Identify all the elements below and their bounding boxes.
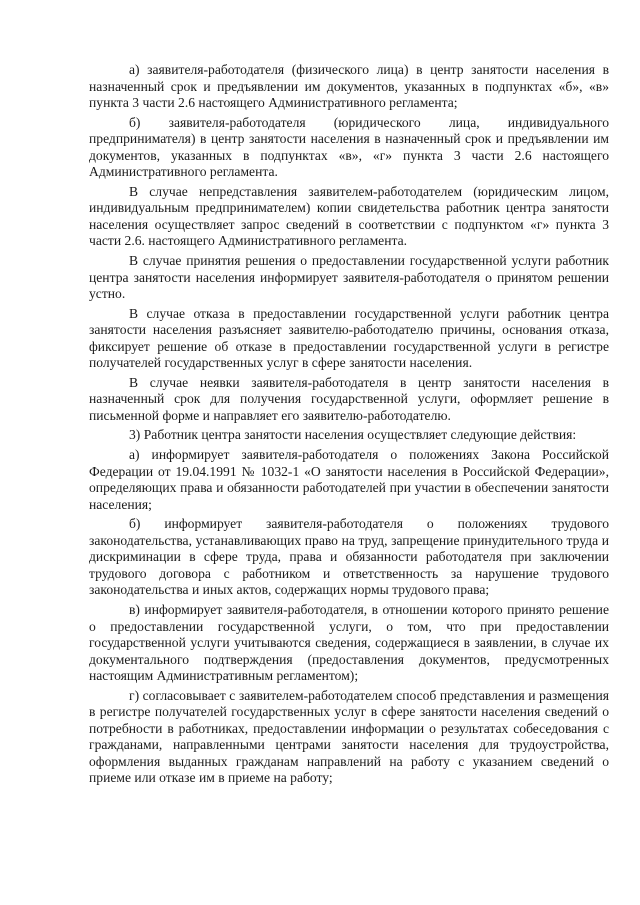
- paragraph-certificate-request: В случае непредставления заявителем-работодателем (юридическим лицом, индивидуальным предпринимателем) копии свидетельства работник центра занятости населения осуществляет запрос сведений в соответствии с подпунктом «г» пункта 3 части 2.6. настоящего Административного регламента.: [89, 183, 609, 249]
- paragraph-3b: б) информирует заявителя-работодателя о положениях трудового законодательства, устанавливающих право на труд, запрещение принудительного труда и дискриминации в сфере труда, права и обязанности работодателя при заключении трудового договора с работником и ответственность за нарушение трудового законодательства и иных актов, содержащих нормы трудового права;: [89, 516, 609, 598]
- paragraph-3g: г) согласовывает с заявителем-работодателем способ представления и размещения в регистре получателей государственных услуг в сфере занятости населения сведений о потребности в работниках, предоставлении информации о результатах собеседования с гражданами, направленными центрами занятости населения для трудоустройства, оформления выданных гражданам направлений на работу с указанием сведений о приеме или отказе им в приеме на работу;: [89, 687, 609, 786]
- paragraph-a-individual: а) заявителя-работодателя (физического лица) в центр занятости населения в назначенный срок и предъявлении им документов, указанных в подпунктах «б», «в» пункта 3 части 2.6 настоящего Административного регламента;: [89, 62, 609, 111]
- paragraph-approval: В случае принятия решения о предоставлении государственной услуги работник центра занятости населения информирует заявителя-работодателя о принятом решении устно.: [89, 253, 609, 302]
- paragraph-no-show: В случае неявки заявителя-работодателя в центр занятости населения в назначенный срок для получения государственной услуги, оформляет решение в письменной форме и направляет его заявителю-работодателю.: [89, 374, 609, 423]
- paragraph-item-3: 3) Работник центра занятости населения осуществляет следующие действия:: [129, 427, 577, 443]
- paragraph-refusal: В случае отказа в предоставлении государственной услуги работник центра занятости населения разъясняет заявителю-работодателю причины, основания отказа, фиксирует решение об отказе в предоставлении государственной услуги в регистре получателей государственных услуг в сфере занятости населения.: [89, 305, 609, 371]
- paragraph-3v: в) информирует заявителя-работодателя, в отношении которого принято решение о предоставлении государственной услуги, о том, что при предоставлении государственной услуги учитываются сведения, содержащиеся в заявлении, в случае их документального подтверждения (предоставления документов, предусмотренных настоящим Административным регламентом);: [89, 601, 609, 684]
- paragraph-b-legal-entity: б) заявителя-работодателя (юридического лица, индивидуального предпринимателя) в центр занятости населения в назначенный срок и предъявлении им документов, указанных в подпунктах «в», «г» пункта 3 части 2.6 настоящего Административного регламента.: [89, 114, 609, 180]
- document-body: [89, 62, 609, 787]
- paragraph-3a: а) информирует заявителя-работодателя о положениях Закона Российской Федерации от 19.04.1991 № 1032-1 «О занятости населения в Российской Федерации», определяющих права и обязанности работодателей при участии в обеспечении занятости населения;: [89, 447, 609, 512]
